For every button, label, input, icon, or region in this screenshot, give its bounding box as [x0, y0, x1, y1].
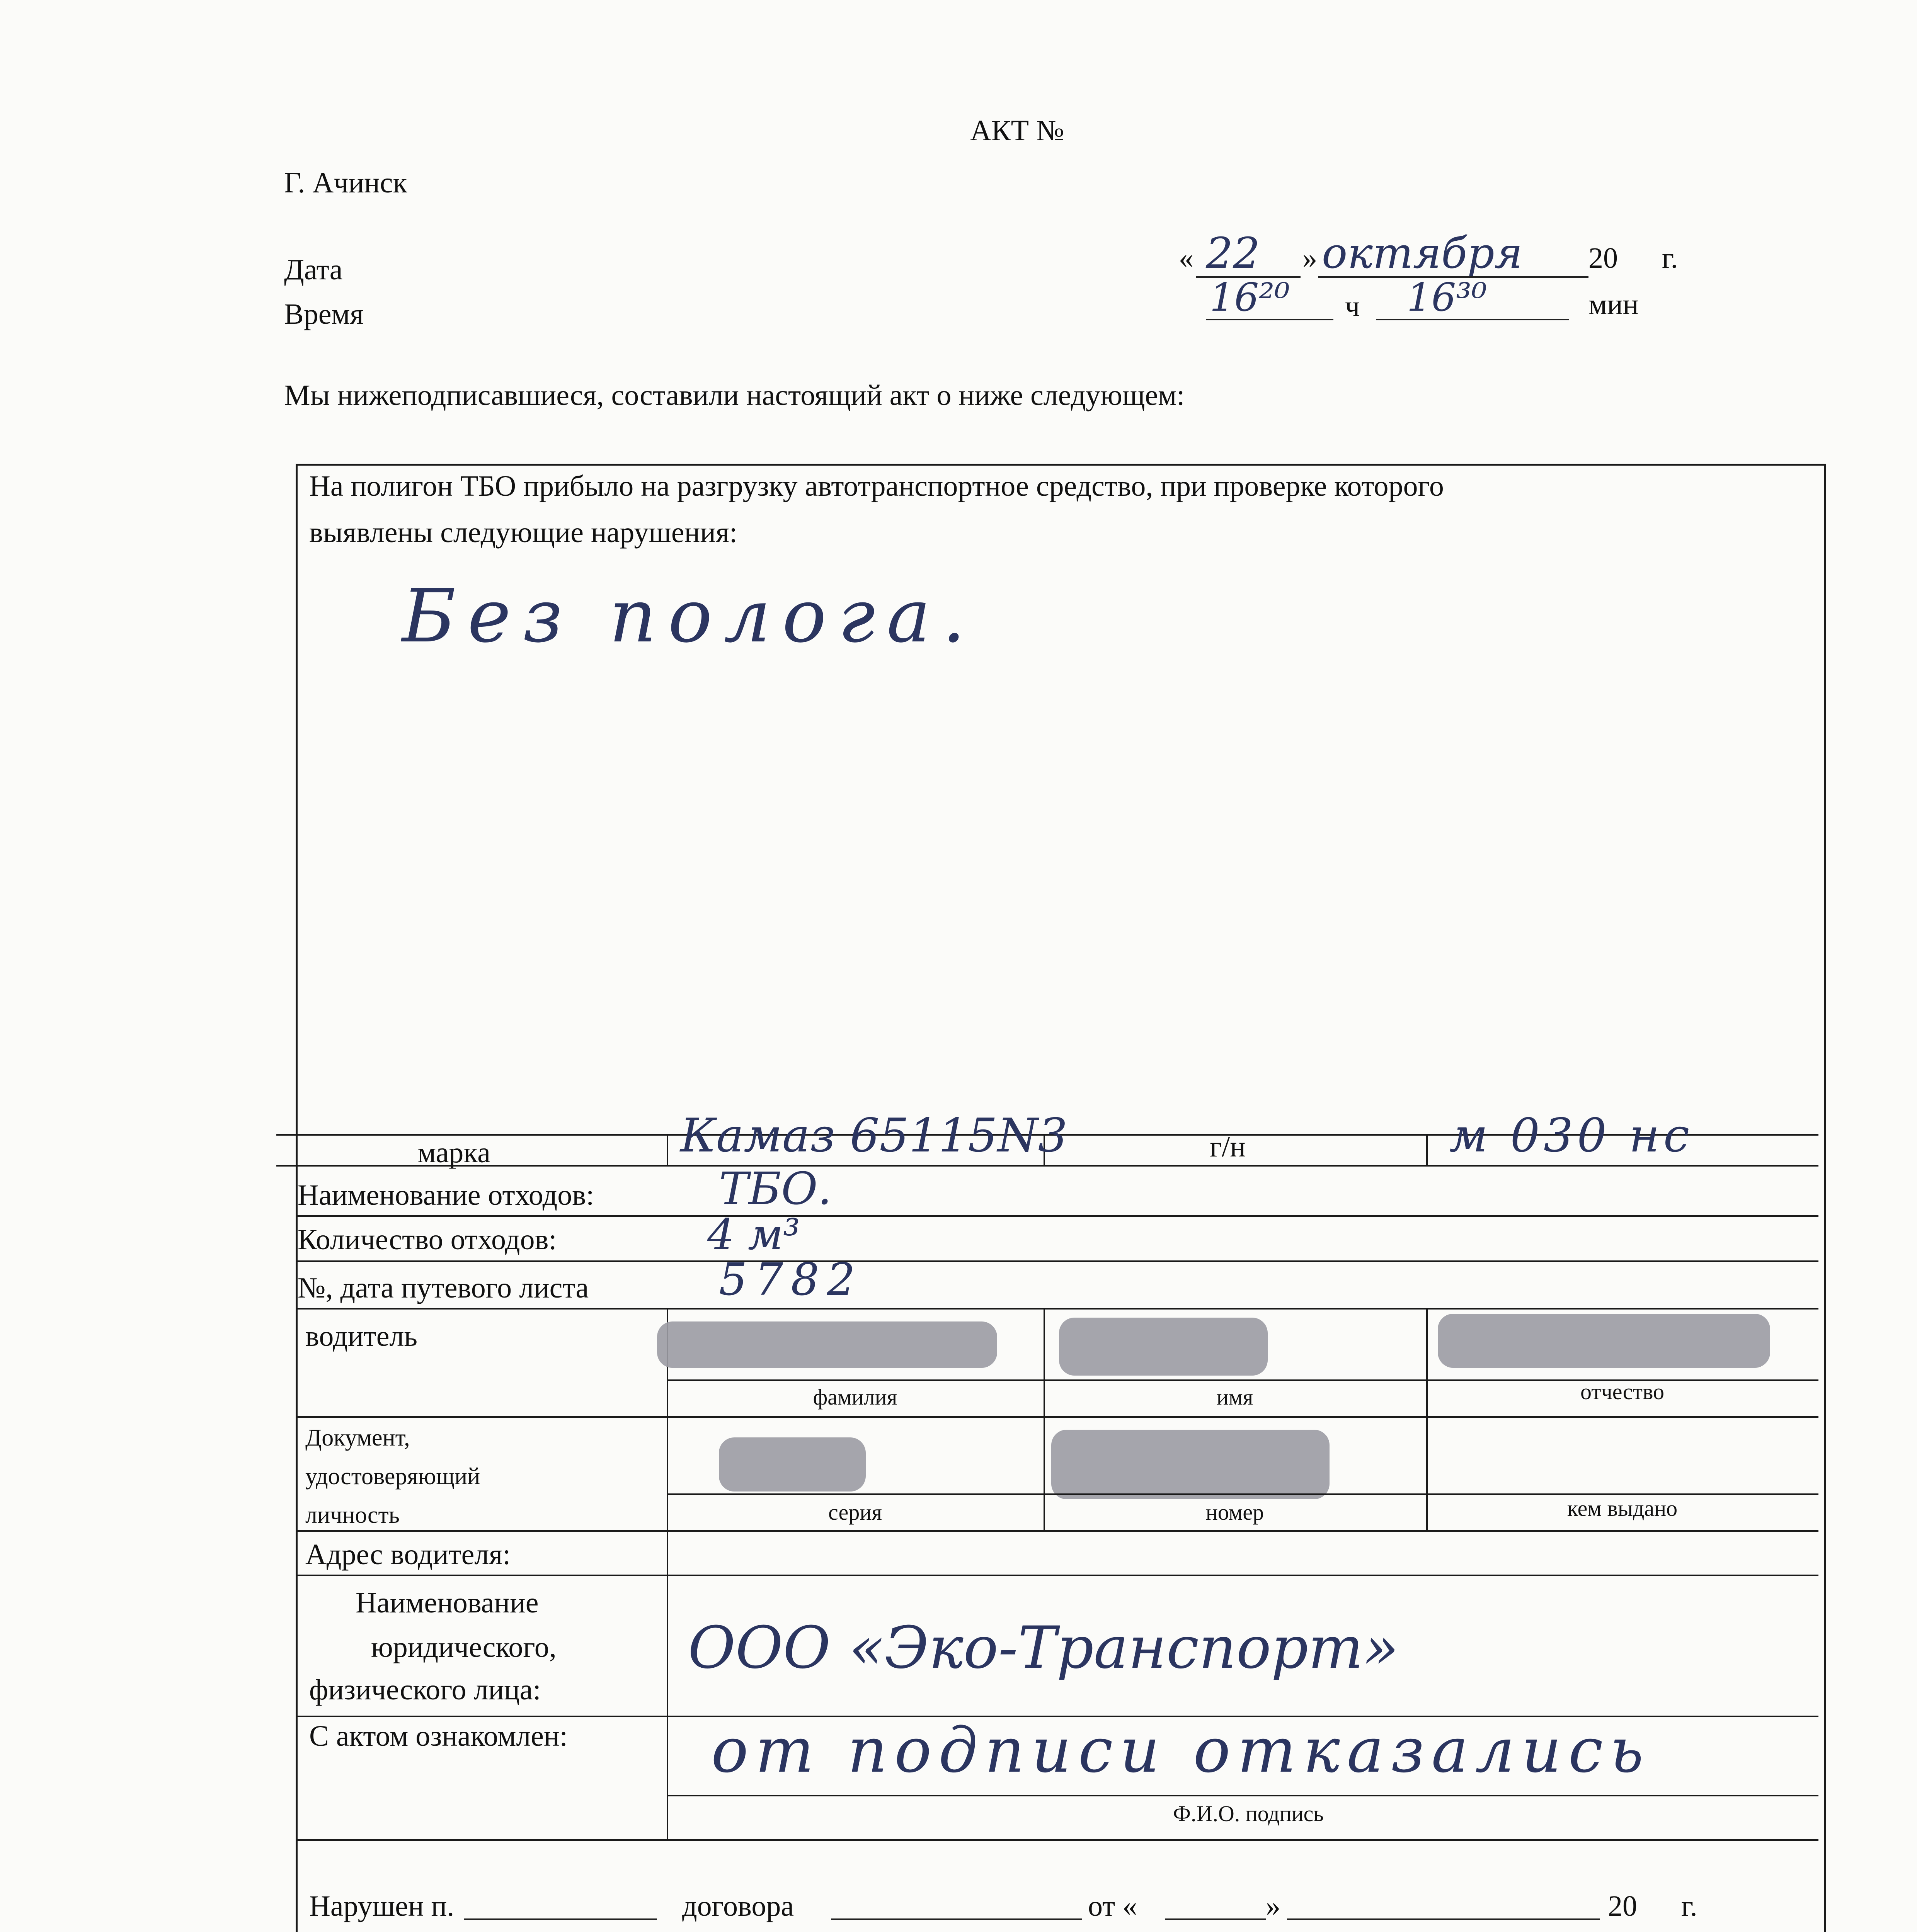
driver-label: водитель — [305, 1320, 418, 1352]
time-hours: 16²⁰ — [1210, 275, 1290, 320]
time-label: Время — [284, 298, 364, 330]
act-title: АКТ № — [970, 114, 1064, 147]
rule-address-bottom — [298, 1575, 1818, 1576]
address-label: Адрес водителя: — [305, 1538, 511, 1571]
date-close-quote: » — [1302, 242, 1317, 274]
rule-waste-1 — [298, 1215, 1818, 1217]
signature-caption: Ф.И.О. подпись — [1173, 1801, 1324, 1826]
rule-ack-bottom — [298, 1839, 1818, 1841]
redacted-name — [1059, 1318, 1268, 1376]
doc-label-3: личность — [305, 1502, 400, 1528]
redacted-number — [1051, 1430, 1330, 1499]
redacted-series — [719, 1437, 866, 1492]
date-day: 22 — [1206, 228, 1260, 278]
violation-handwritten: Без полога. — [402, 573, 977, 659]
city: Г. Ачинск — [284, 167, 407, 199]
doc-label-2: удостоверяющий — [305, 1463, 480, 1490]
violated-line — [464, 1918, 657, 1920]
waste-name-label: Наименование отходов: — [298, 1179, 594, 1211]
minutes-unit: мин — [1588, 288, 1639, 321]
legal-label-2: юридического, — [371, 1631, 557, 1663]
date-label: Дата — [284, 253, 343, 286]
date-month: октября — [1322, 228, 1523, 278]
rule-brand-bottom — [276, 1165, 1818, 1167]
waste-qty-value: 4 м³ — [707, 1210, 800, 1259]
redacted-surname — [657, 1321, 997, 1368]
brand-label: марка — [417, 1136, 490, 1169]
contract-label: договора — [682, 1890, 794, 1922]
rule-address-v — [667, 1530, 668, 1716]
from-close-quote: » — [1266, 1890, 1280, 1922]
patronymic-caption: отчество — [1580, 1379, 1665, 1404]
waybill-value: 5782 — [719, 1254, 863, 1306]
ack-value: от подписи отказались — [711, 1714, 1651, 1786]
rule-driver-v2 — [1044, 1308, 1045, 1530]
legal-label-3: физического лица: — [309, 1673, 541, 1706]
date-open-quote: « — [1179, 242, 1193, 274]
rule-waste-3 — [298, 1308, 1818, 1310]
time-minutes: 16³⁰ — [1407, 275, 1487, 320]
series-caption: серия — [828, 1500, 882, 1525]
plate-label: г/н — [1210, 1131, 1246, 1163]
violated-label: Нарушен п. — [309, 1890, 455, 1922]
waste-name-value: ТБО. — [719, 1163, 832, 1215]
number-caption: номер — [1205, 1500, 1264, 1525]
legal-label-1: Наименование — [356, 1587, 539, 1619]
rule-ack-v — [667, 1716, 668, 1839]
hours-unit: ч — [1345, 290, 1360, 323]
contract-line — [831, 1918, 1082, 1920]
rule-doc-caption — [667, 1493, 1818, 1495]
from-label: от « — [1088, 1890, 1137, 1922]
name-caption: имя — [1216, 1384, 1253, 1410]
rule-waste-2 — [298, 1260, 1818, 1262]
time-hours-line — [1206, 319, 1333, 320]
violation-text-2: выявлены следующие нарушения: — [309, 516, 738, 549]
contract-year-suffix: г. — [1681, 1890, 1697, 1922]
year-prefix: 20 — [1588, 242, 1618, 274]
waste-qty-label: Количество отходов: — [298, 1223, 557, 1256]
violation-text-1: На полигон ТБО прибыло на разгрузку автотранспортное средство, при проверке которого — [309, 470, 1444, 502]
year-suffix: г. — [1662, 242, 1678, 274]
rule-brand-v3 — [1426, 1134, 1428, 1165]
intro-text: Мы нижеподписавшиеся, составили настоящий акт о ниже следующем: — [284, 379, 1185, 412]
doc-label-1: Документ, — [305, 1425, 410, 1451]
redacted-patronymic — [1438, 1314, 1770, 1368]
rule-driver-mid — [298, 1416, 1818, 1418]
legal-value: ООО «Эко-Транспорт» — [688, 1614, 1399, 1682]
rule-ack-caption — [667, 1795, 1818, 1796]
contract-year-prefix: 20 — [1608, 1890, 1637, 1922]
surname-caption: фамилия — [813, 1384, 897, 1410]
from-day-line — [1165, 1918, 1266, 1920]
rule-address-top — [298, 1530, 1818, 1532]
issued-caption: кем выдано — [1567, 1496, 1678, 1521]
from-month-line — [1287, 1918, 1600, 1920]
waybill-label: №, дата путевого листа — [298, 1272, 589, 1304]
plate-value: м 030 нс — [1449, 1109, 1694, 1163]
ack-label: С актом ознакомлен: — [309, 1720, 568, 1752]
brand-value: Камаз 65115N3 — [680, 1109, 1068, 1163]
time-minutes-line — [1376, 319, 1569, 320]
rule-brand-v1 — [667, 1134, 668, 1165]
